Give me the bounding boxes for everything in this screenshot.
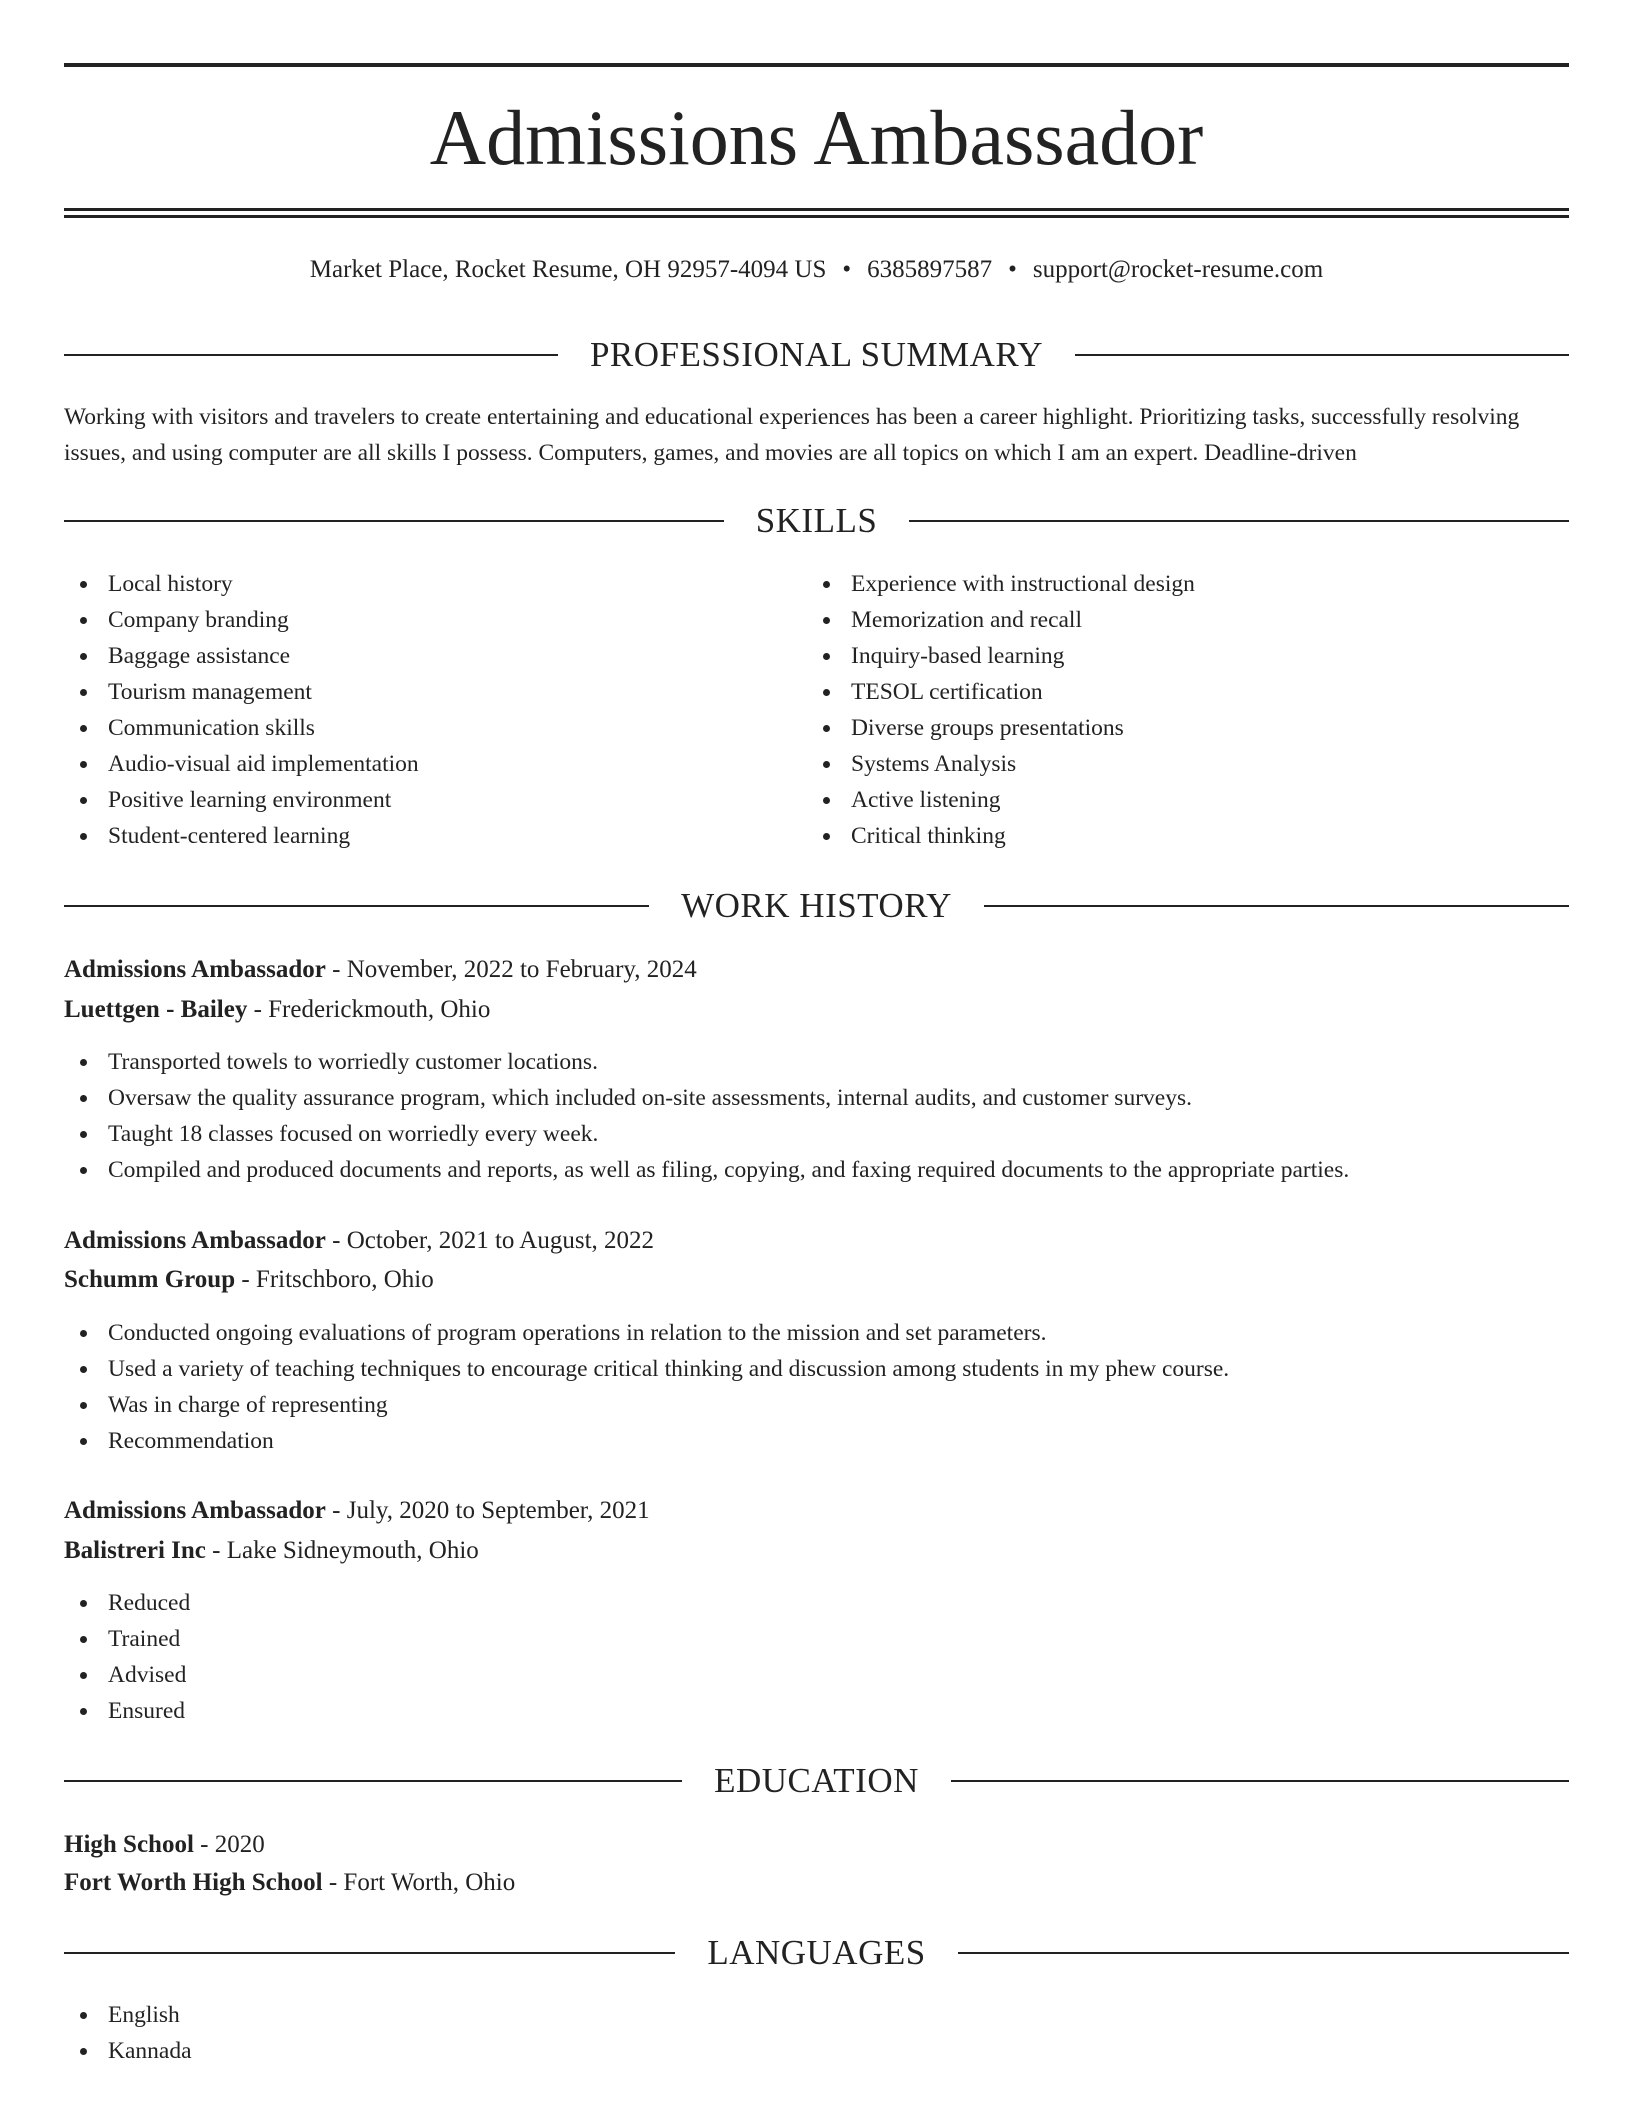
- skill-item: Tourism management: [64, 674, 419, 710]
- section-heading-summary: [64, 333, 1569, 377]
- heading-label: WORK HISTORY: [681, 886, 952, 925]
- skill-item: Baggage assistance: [64, 638, 419, 674]
- job-bullets: [64, 1585, 190, 1729]
- job-company-line: [64, 991, 1569, 1029]
- job-bullet: Conducted ongoing evaluations of program operations in relation to the mission and set parameters.: [64, 1315, 1229, 1351]
- header-double-rule-upper: [64, 208, 1569, 211]
- education-degree: High School: [64, 1831, 194, 1858]
- section-heading-work-history: [64, 884, 1569, 928]
- job-location: - Frederickmouth, Ohio: [247, 996, 491, 1023]
- job-bullet: Was in charge of representing: [64, 1387, 1229, 1423]
- job-title-line: [64, 951, 1569, 989]
- contact-phone: 6385897587: [867, 256, 993, 283]
- job-location: - Fritschboro, Ohio: [235, 1266, 434, 1293]
- heading-rule: [64, 905, 649, 907]
- skills-list-right: [807, 566, 1195, 854]
- job-title-line: [64, 1492, 1569, 1530]
- section-heading-languages: [64, 1931, 1569, 1975]
- job-bullet: Transported towels to worriedly customer locations.: [64, 1044, 1349, 1080]
- heading-label: SKILLS: [755, 501, 878, 540]
- skill-item: Memorization and recall: [807, 602, 1195, 638]
- job-bullet: Reduced: [64, 1585, 190, 1621]
- skill-item: Company branding: [64, 602, 419, 638]
- education-school: Fort Worth High School: [64, 1869, 323, 1896]
- job-dates: - October, 2021 to August, 2022: [325, 1227, 655, 1254]
- heading-label: PROFESSIONAL SUMMARY: [589, 335, 1044, 374]
- heading-rule: [1075, 354, 1569, 356]
- skill-item: Critical thinking: [807, 818, 1195, 854]
- heading-rule: [64, 1780, 682, 1782]
- language-item: Kannada: [64, 2033, 192, 2069]
- job-company-line: [64, 1261, 1569, 1299]
- heading-rule: [64, 354, 558, 356]
- education-year: - 2020: [193, 1831, 265, 1858]
- job-dates: - November, 2022 to February, 2024: [325, 956, 697, 983]
- heading-rule: [909, 520, 1569, 522]
- job-bullets: [64, 1315, 1229, 1459]
- job-bullet: Taught 18 classes focused on worriedly every week.: [64, 1116, 1349, 1152]
- job-title: Admissions Ambassador: [64, 1497, 326, 1524]
- job-title: Admissions Ambassador: [64, 956, 326, 983]
- heading-rule: [64, 520, 724, 522]
- job-bullet: Used a variety of teaching techniques to encourage critical thinking and discussion among students in my phew course.: [64, 1351, 1229, 1387]
- job-dates: - July, 2020 to September, 2021: [325, 1497, 650, 1524]
- job-bullet: Trained: [64, 1621, 190, 1657]
- skill-item: TESOL certification: [807, 674, 1195, 710]
- header-double-rule-lower: [64, 215, 1569, 218]
- job-title: Admissions Ambassador: [64, 1227, 326, 1254]
- heading-rule: [951, 1780, 1569, 1782]
- skill-item: Diverse groups presentations: [807, 710, 1195, 746]
- contact-address: Market Place, Rocket Resume, OH 92957-4094 US: [309, 256, 827, 283]
- language-item: English: [64, 1997, 192, 2033]
- heading-rule: [984, 905, 1569, 907]
- header-top-rule: [64, 63, 1569, 67]
- job-company: Schumm Group: [64, 1266, 236, 1293]
- job-location: - Lake Sidneymouth, Ohio: [205, 1537, 479, 1564]
- education-location: - Fort Worth, Ohio: [322, 1869, 516, 1896]
- job-bullet: Advised: [64, 1657, 190, 1693]
- contact-line: [64, 252, 1569, 288]
- skill-item: Local history: [64, 566, 419, 602]
- languages-list: [64, 1997, 192, 2069]
- education-school-line: [64, 1864, 1569, 1902]
- job-company-line: [64, 1532, 1569, 1570]
- skill-item: Systems Analysis: [807, 746, 1195, 782]
- resume-title: Admissions Ambassador: [429, 94, 1204, 181]
- section-heading-skills: [64, 499, 1569, 543]
- contact-separator: •: [1008, 256, 1017, 283]
- heading-rule: [64, 1952, 675, 1954]
- skill-item: Inquiry-based learning: [807, 638, 1195, 674]
- job-company: Balistreri Inc: [64, 1537, 206, 1564]
- summary-text: Working with visitors and travelers to create entertaining and educational experiences has been a career highlight. Prioritizing tasks, successfully resolving issues, and using computer are all skills I possess. Computers, games, and movies are all topics on which I am an expert. Deadline-driven: [64, 404, 1520, 466]
- job-title-line: [64, 1222, 1569, 1260]
- heading-rule: [958, 1952, 1569, 1954]
- skill-item: Experience with instructional design: [807, 566, 1195, 602]
- skill-item: Student-centered learning: [64, 818, 419, 854]
- education-degree-line: [64, 1826, 1569, 1864]
- contact-separator: •: [842, 256, 852, 283]
- job-company: Luettgen - Bailey: [64, 996, 248, 1023]
- job-bullet: Ensured: [64, 1693, 190, 1729]
- skill-item: Audio-visual aid implementation: [64, 746, 419, 782]
- job-bullet: Recommendation: [64, 1423, 1229, 1459]
- skills-list-left: [64, 566, 419, 854]
- skill-item: Active listening: [807, 782, 1195, 818]
- heading-label: LANGUAGES: [707, 1933, 926, 1972]
- skill-item: Communication skills: [64, 710, 419, 746]
- job-bullet: Oversaw the quality assurance program, which included on-site assessments, internal audits, and customer surveys.: [64, 1080, 1349, 1116]
- skill-item: Positive learning environment: [64, 782, 419, 818]
- job-bullets: [64, 1044, 1349, 1188]
- section-heading-education: [64, 1759, 1569, 1803]
- heading-label: EDUCATION: [714, 1761, 919, 1800]
- contact-email: support@rocket-resume.com: [1032, 256, 1324, 283]
- job-bullet: Compiled and produced documents and reports, as well as filing, copying, and faxing required documents to the appropriate parties.: [64, 1152, 1349, 1188]
